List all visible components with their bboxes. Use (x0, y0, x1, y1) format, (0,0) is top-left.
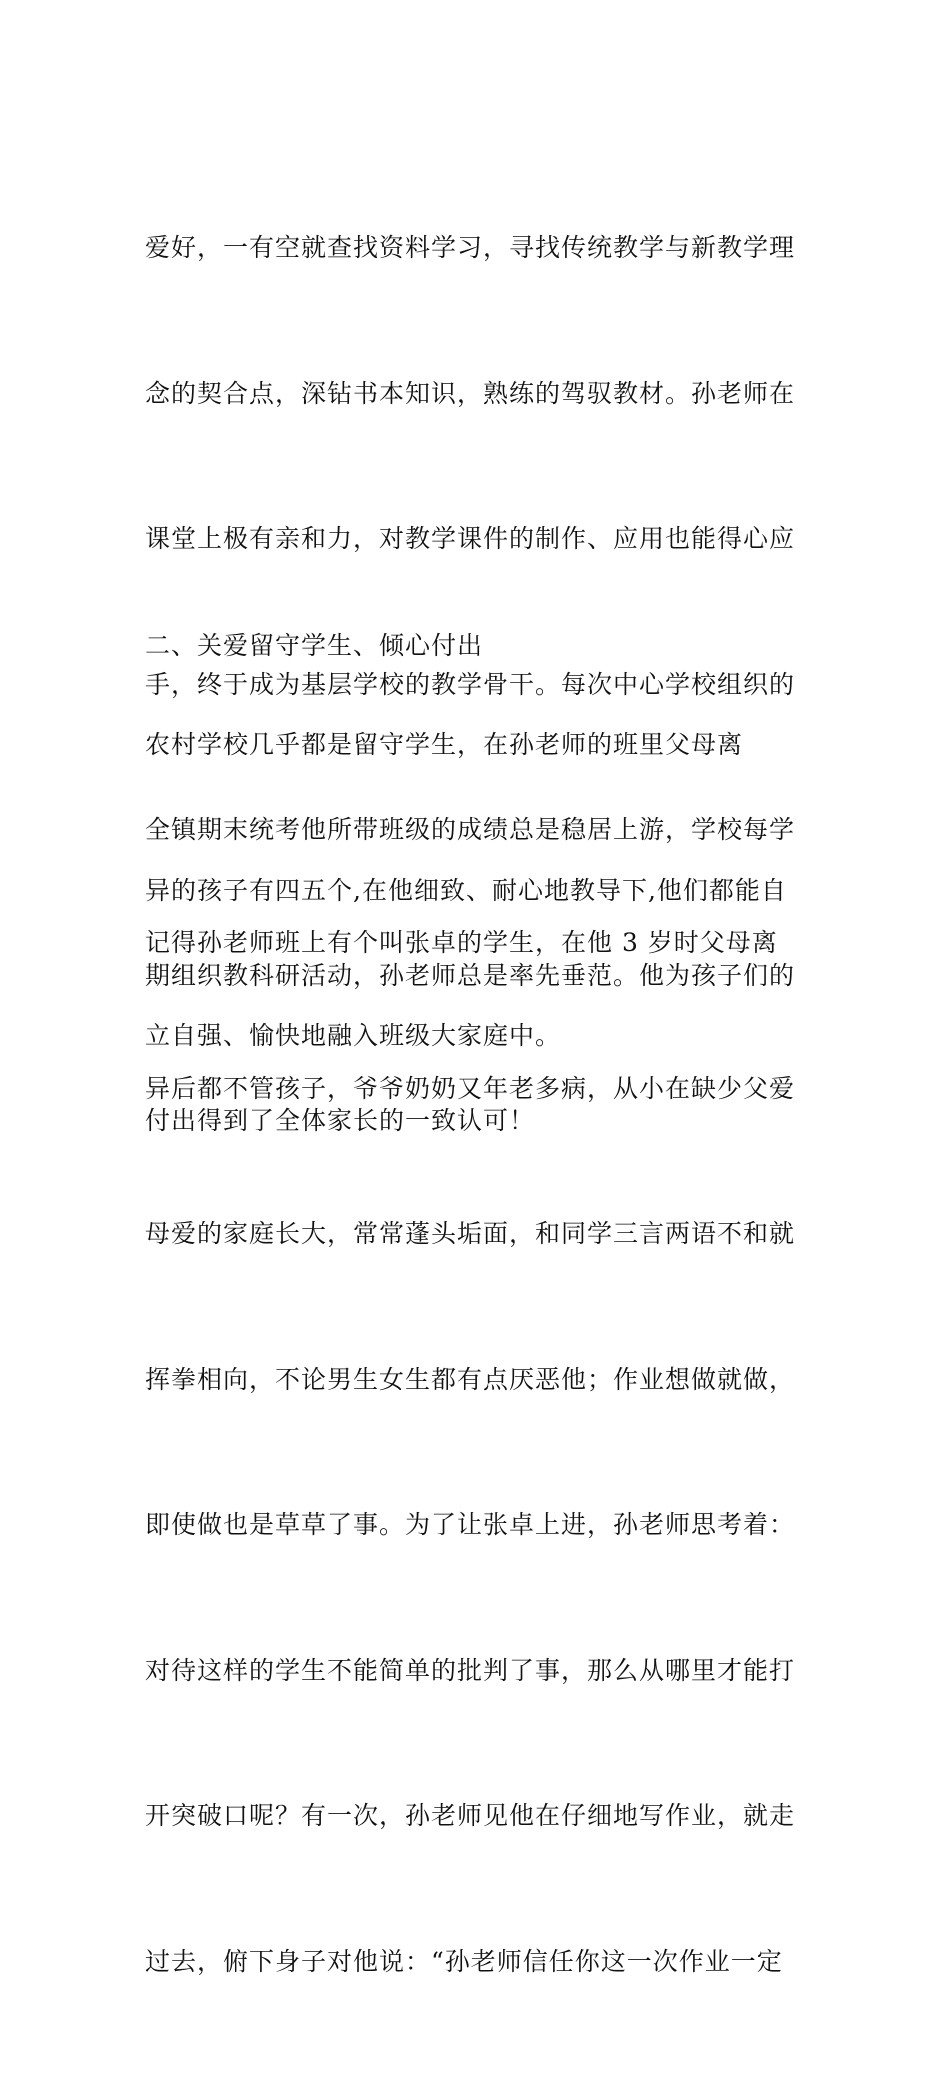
text-line: 挥拳相向，不论男生女生都有点厌恶他；作业想做就做， (145, 1364, 796, 1394)
text-line: 课堂上极有亲和力，对教学课件的制作、应用也能得心应 (145, 524, 796, 553)
text-line: 付出得到了全体家长的一致认可！ (145, 1106, 536, 1135)
text-line: 立自强、愉快地融入班级大家庭中。 (145, 1021, 562, 1050)
text-line: 农村学校几乎都是留守学生，在孙老师的班里父母离 (145, 730, 744, 759)
heading-line: 二、关爱留守学生、倾心付出 (145, 631, 484, 660)
paragraph-zhang-zhuo-story (145, 822, 825, 2083)
text-line: 即使做也是草草了事。为了让张卓上进，孙老师思考着： (145, 1510, 796, 1539)
text-line: 全镇期末统考他所带班级的成绩总是稳居上游，学校每学 (145, 815, 796, 844)
text-line: 开突破口呢？有一次，孙老师见他在仔细地写作业，就走 (145, 1801, 796, 1830)
text-line: 手，终于成为基层学校的教学骨干。每次中心学校组织的 (145, 669, 796, 699)
text-line: 过去，俯下身子对他说：“孙老师信任你这一次作业一定 (145, 1946, 783, 1976)
text-line: 异后都不管孩子，爷爷奶奶又年老多病，从小在缺少父爱 (145, 1073, 796, 1103)
text-line: 期组织教科研活动，孙老师总是率先垂范。他为孩子们的 (145, 960, 796, 990)
text-line: 对待这样的学生不能简单的批判了事，那么从哪里才能打 (145, 1655, 796, 1685)
text-line: 念的契合点，深钻书本知识，熟练的驾驭教材。孙老师在 (145, 378, 796, 408)
text-line: 记得孙老师班上有个叫张卓的学生，在他 3 岁时父母离 (145, 928, 778, 957)
text-line: 异的孩子有四五个,在他细致、耐心地教导下,他们都能自 (145, 875, 787, 905)
text-line: 母爱的家庭长大，常常蓬头垢面，和同学三言两语不和就 (145, 1219, 796, 1248)
text-line: 爱好，一有空就查找资料学习，寻找传统教学与新教学理 (145, 233, 796, 262)
